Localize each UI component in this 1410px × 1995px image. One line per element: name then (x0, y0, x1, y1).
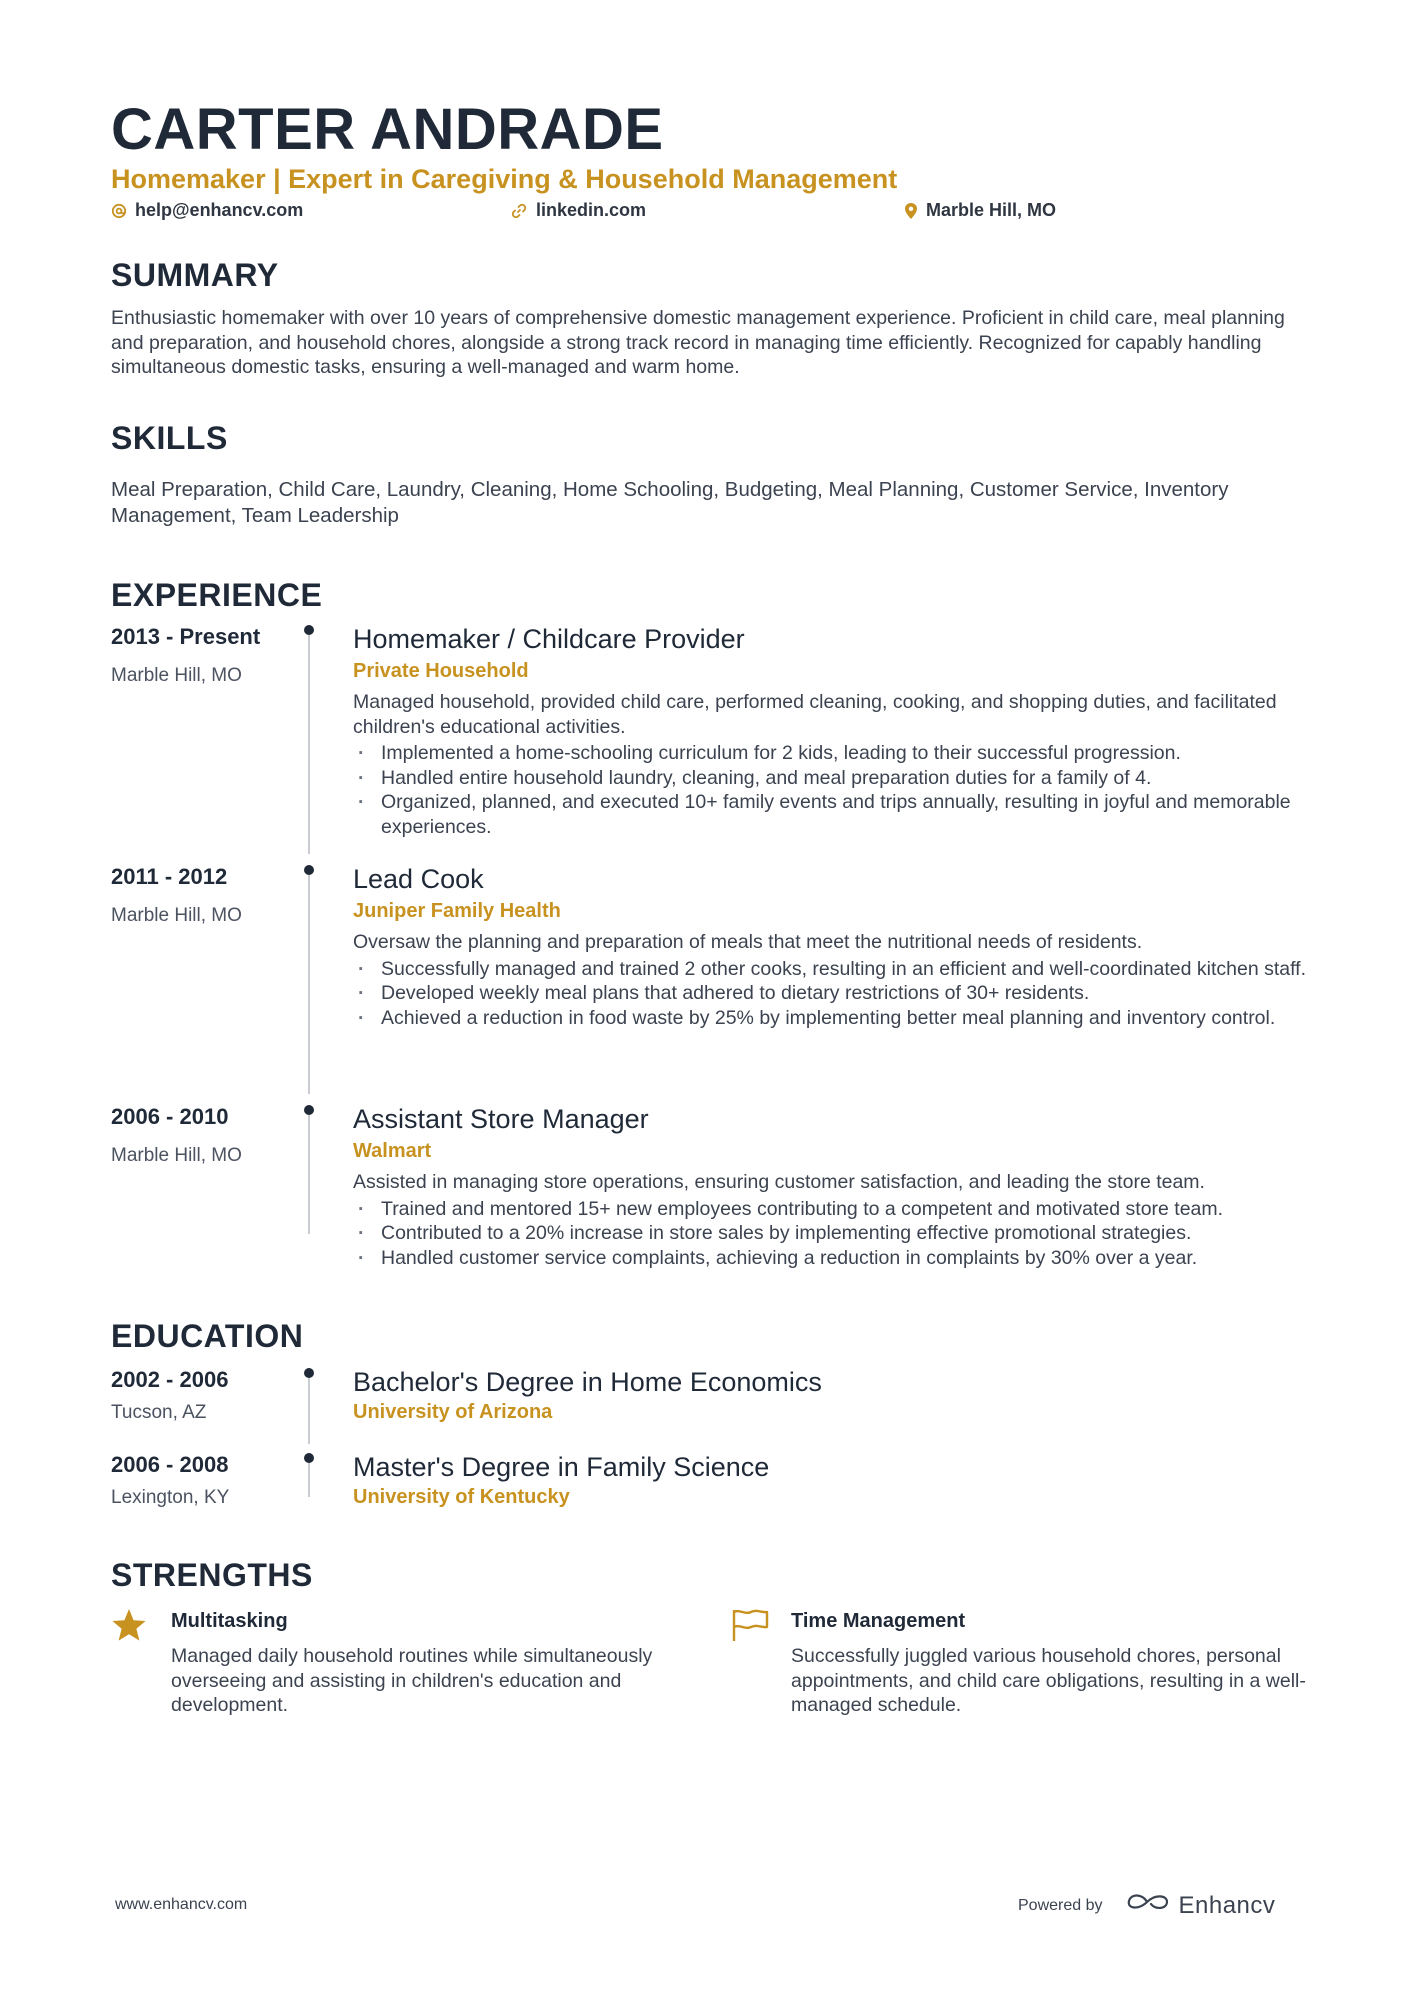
experience-heading: EXPERIENCE (111, 577, 323, 613)
strength-description: Successfully juggled various household chores, personal appointments, and child care obligations, resulting in a well-managed schedule. (791, 1645, 1306, 1716)
job-title: Lead Cook (353, 864, 484, 894)
job-bullet: · Successfully managed and trained 2 other cooks, resulting in an efficient and well-coordinated kitchen staff. (353, 957, 1341, 982)
at-icon (111, 203, 127, 219)
education-dates: 2006 - 2008 (111, 1452, 229, 1477)
education-school: University of Arizona (353, 1401, 553, 1423)
job-title: Homemaker / Childcare Provider (353, 624, 745, 654)
job-bullet: · Trained and mentored 15+ new employees contributing to a competent and motivated store team. (353, 1197, 1341, 1222)
timeline-line (308, 1372, 310, 1444)
flag-icon (731, 1608, 769, 1647)
email-text: help@enhancv.com (135, 200, 304, 220)
candidate-name: CARTER ANDRADE (111, 97, 664, 162)
job-bullets (353, 741, 1353, 839)
education-school: University of Kentucky (353, 1486, 570, 1508)
job-entry (353, 862, 1353, 1030)
timeline-dot (304, 1105, 314, 1115)
job-dates: 2006 - 2010 (111, 1104, 229, 1129)
linkedin-text: linkedin.com (536, 200, 647, 220)
job-description: Oversaw the planning and preparation of meals that meet the nutritional needs of residents. (353, 931, 1143, 953)
education-location: Tucson, AZ (111, 1402, 207, 1423)
job-location: Marble Hill, MO (111, 905, 242, 926)
job-company: Walmart (353, 1140, 432, 1162)
job-bullet: · Handled entire household laundry, cleaning, and meal preparation duties for a family of 4. (353, 766, 1341, 791)
job-entry (353, 622, 1353, 839)
job-company: Juniper Family Health (353, 900, 561, 922)
job-description: Assisted in managing store operations, ensuring customer satisfaction, and leading the store team. (353, 1171, 1205, 1193)
job-bullet: · Achieved a reduction in food waste by 25% by implementing better meal planning and inventory control. (353, 1006, 1341, 1031)
timeline-dot (304, 1368, 314, 1378)
strength-title: Time Management (791, 1610, 966, 1632)
job-dates: 2011 - 2012 (111, 864, 228, 889)
skills-heading: SKILLS (111, 420, 228, 456)
timeline-line (308, 630, 310, 854)
job-bullet: · Contributed to a 20% increase in store sales by implementing effective promotional strategies. (353, 1221, 1341, 1246)
summary-heading: SUMMARY (111, 257, 279, 293)
job-location: Marble Hill, MO (111, 1145, 242, 1166)
footer-branding (1018, 1890, 1275, 1921)
education-heading: EDUCATION (111, 1318, 304, 1354)
timeline-line (308, 870, 310, 1094)
job-bullets (353, 957, 1353, 1031)
location-pin-icon (904, 202, 918, 220)
strength-title: Multitasking (171, 1610, 288, 1632)
contact-email[interactable] (111, 200, 303, 221)
education-degree: Bachelor's Degree in Home Economics (353, 1367, 822, 1397)
job-bullet: · Organized, planned, and executed 10+ family events and trips annually, resulting in joyful and memorable experiences. (353, 790, 1341, 839)
skills-text: Meal Preparation, Child Care, Laundry, Cleaning, Home Schooling, Budgeting, Meal Planning, Customer Service, Inventory Management, Team Leadership (111, 478, 1229, 527)
timeline-dot (304, 625, 314, 635)
job-bullets (353, 1197, 1353, 1271)
job-bullet: · Developed weekly meal plans that adhered to dietary restrictions of 30+ residents. (353, 981, 1341, 1006)
summary-text: Enthusiastic homemaker with over 10 years of comprehensive domestic management experience. Proficient in child care, meal planning and preparation, and household chores, alongside a strong track record in managing time efficiently. Recognized for capably handling simultaneous domestic tasks, ensuring a well-managed and warm home. (111, 307, 1285, 378)
strengths-heading: STRENGTHS (111, 1557, 313, 1593)
contact-row (111, 200, 1301, 224)
star-icon (111, 1608, 147, 1647)
job-bullet: · Handled customer service complaints, achieving a reduction in complaints by 30% over a year. (353, 1246, 1341, 1271)
education-dates: 2002 - 2006 (111, 1367, 229, 1392)
job-entry (353, 1102, 1353, 1270)
strength-description: Managed daily household routines while simultaneously overseeing and assisting in children's education and development. (171, 1645, 653, 1716)
contact-linkedin[interactable] (510, 200, 646, 221)
contact-location (904, 200, 1056, 221)
timeline-line (308, 1110, 310, 1234)
education-entry (353, 1365, 1253, 1425)
job-title: Assistant Store Manager (353, 1104, 649, 1134)
footer-website[interactable]: www.enhancv.com (115, 1896, 248, 1913)
job-company: Private Household (353, 660, 529, 682)
timeline-dot (304, 1453, 314, 1463)
education-entry (353, 1450, 1253, 1510)
brand-logo[interactable] (1125, 1890, 1276, 1921)
timeline-line (308, 1457, 310, 1497)
candidate-headline: Homemaker | Expert in Caregiving & Household Management (111, 164, 898, 194)
location-text: Marble Hill, MO (926, 200, 1057, 220)
timeline-dot (304, 865, 314, 875)
education-location: Lexington, KY (111, 1487, 230, 1508)
job-description: Managed household, provided child care, performed cleaning, cooking, and shopping duties, and facilitated children's educational activities. (353, 691, 1277, 738)
job-dates: 2013 - Present (111, 624, 261, 649)
job-bullet: · Implemented a home-schooling curriculum for 2 kids, leading to their successful progression. (353, 741, 1341, 766)
powered-by-label: Powered by (1018, 1896, 1103, 1914)
enhancv-logo-icon (1125, 1890, 1171, 1921)
education-degree: Master's Degree in Family Science (353, 1452, 770, 1482)
brand-name: Enhancv (1178, 1891, 1276, 1919)
link-icon (510, 202, 528, 220)
job-location: Marble Hill, MO (111, 665, 242, 686)
